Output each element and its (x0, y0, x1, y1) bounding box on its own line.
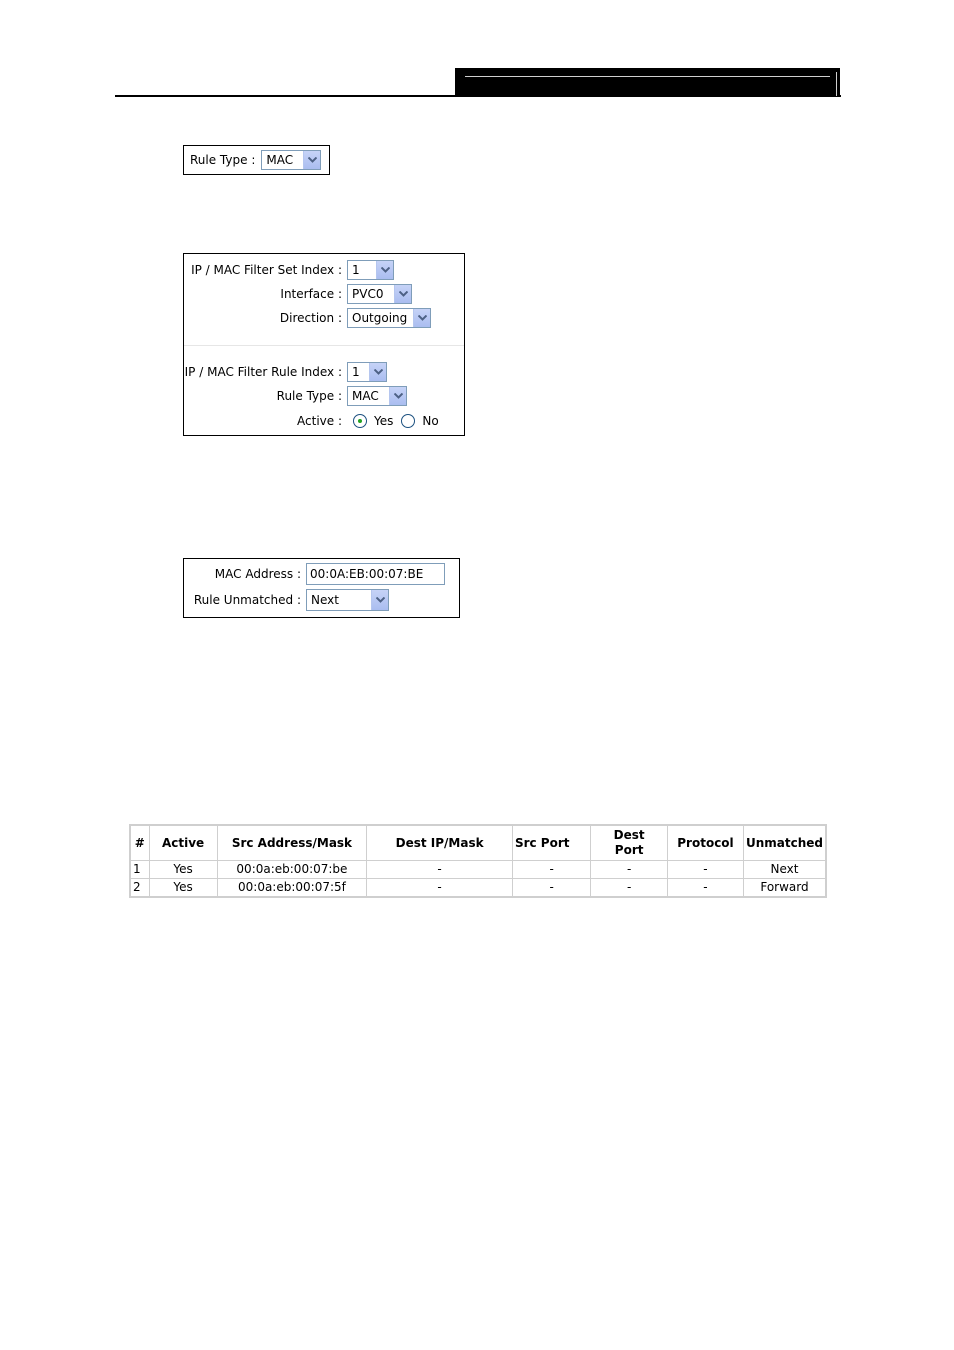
mac-address-panel (183, 558, 460, 618)
set-index-select[interactable] (347, 260, 394, 280)
cell-index: 2 (130, 879, 149, 898)
rule-type-value: MAC (266, 153, 294, 167)
rule-type-label: Rule Type : (276, 389, 342, 403)
rule-index-select[interactable] (347, 362, 387, 382)
direction-select[interactable] (347, 308, 431, 328)
active-no-label: No (422, 414, 439, 428)
ip-mac-filter-panel (183, 253, 465, 436)
col-active-header: Active (149, 825, 217, 861)
rule-unmatched-label: Rule Unmatched : (193, 593, 301, 607)
cell-index: 1 (130, 861, 149, 879)
rule-type-panel (183, 145, 330, 175)
cell-dest-ip: - (367, 879, 513, 898)
chevron-down-icon (371, 590, 388, 610)
panel-separator (184, 345, 464, 346)
interface-select[interactable] (347, 284, 412, 304)
rule-unmatched-select[interactable] (306, 589, 389, 611)
rule-type-value: MAC (352, 389, 379, 403)
chevron-down-icon (389, 387, 406, 405)
rule-index-label: IP / MAC Filter Rule Index : (184, 365, 342, 379)
cell-src-port: - (512, 879, 590, 898)
table-row (130, 879, 826, 898)
active-no-radio[interactable] (401, 414, 415, 428)
col-index-header: # (130, 825, 149, 861)
rule-type-label: Rule Type : (190, 153, 256, 167)
col-src-port-header: Src Port (512, 825, 590, 861)
cell-protocol: - (667, 861, 743, 879)
chevron-down-icon (413, 309, 430, 327)
col-unmatched-header: Unmatched (743, 825, 826, 861)
cell-dest-port: - (591, 879, 668, 898)
cell-dest-ip: - (367, 861, 513, 879)
interface-label: Interface : (280, 287, 342, 301)
header-bar-inner-line (465, 76, 830, 77)
chevron-down-icon (376, 261, 393, 279)
chevron-down-icon (303, 151, 320, 169)
col-src-address-header: Src Address/Mask (217, 825, 367, 861)
cell-src-port: - (512, 861, 590, 879)
cell-active: Yes (149, 879, 217, 898)
active-label: Active : (297, 414, 342, 428)
rule-type-select[interactable] (261, 150, 321, 170)
rule-unmatched-value: Next (311, 593, 339, 607)
cell-unmatched: Next (743, 861, 826, 879)
rule-type-select[interactable] (347, 386, 407, 406)
direction-value: Outgoing (352, 311, 408, 325)
table-header-row (130, 825, 826, 861)
dest-port-header-text: Dest Port (613, 828, 645, 857)
direction-label: Direction : (279, 311, 342, 325)
header-bar-edge (836, 72, 837, 96)
cell-unmatched: Forward (743, 879, 826, 898)
cell-protocol: - (667, 879, 743, 898)
mac-address-input[interactable] (306, 563, 445, 585)
interface-value: PVC0 (352, 287, 384, 301)
chevron-down-icon (369, 363, 386, 381)
col-protocol-header: Protocol (667, 825, 743, 861)
cell-src-address: 00:0a:eb:00:07:5f (217, 879, 367, 898)
mac-address-label: MAC Address : (214, 567, 301, 581)
active-yes-radio[interactable] (353, 414, 367, 428)
filter-rules-table (129, 824, 827, 898)
set-index-value: 1 (352, 263, 360, 277)
cell-active: Yes (149, 861, 217, 879)
rule-index-value: 1 (352, 365, 360, 379)
table-row (130, 861, 826, 879)
set-index-label: IP / MAC Filter Set Index : (191, 263, 342, 277)
active-yes-label: Yes (374, 414, 394, 428)
col-dest-ip-header: Dest IP/Mask (367, 825, 513, 861)
header-bar (455, 68, 840, 96)
cell-dest-port: - (591, 861, 668, 879)
cell-src-address: 00:0a:eb:00:07:be (217, 861, 367, 879)
col-dest-port-header (591, 825, 668, 861)
chevron-down-icon (394, 285, 411, 303)
